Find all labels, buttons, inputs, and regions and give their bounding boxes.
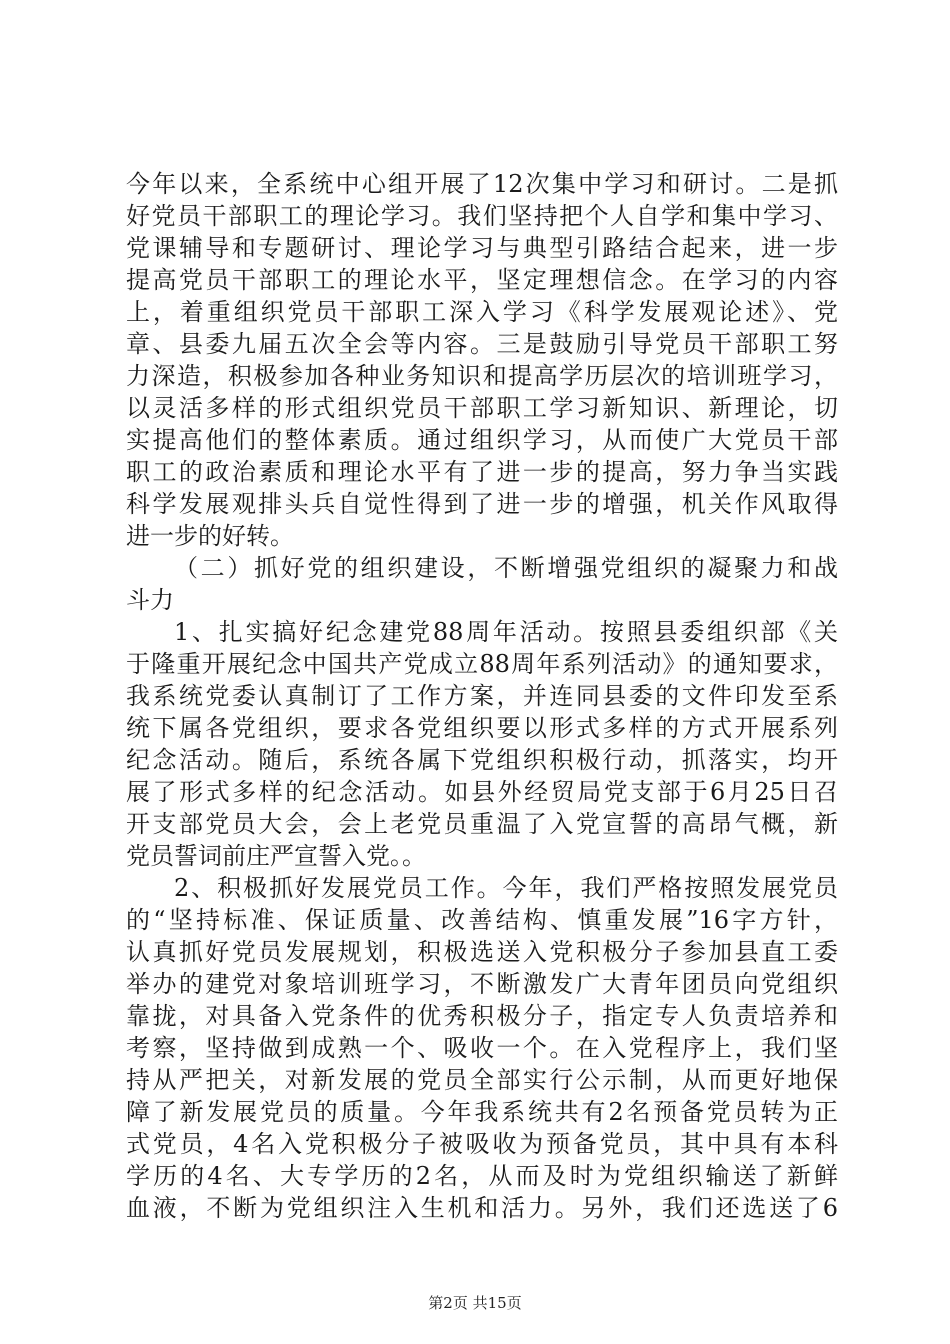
text-line: 的“坚持标准、保证质量、改善结构、慎重发展”16字方针， [126, 906, 838, 934]
text-line: 血液，不断为党组织注入生机和活力。另外，我们还选送了6 [126, 1194, 838, 1222]
text-line: 2、积极抓好发展党员工作。今年，我们严格按照发展党员 [174, 874, 838, 902]
text-line: 认真抓好党员发展规划，积极选送入党积极分子参加县直工委 [126, 938, 838, 966]
text-line: 统下属各党组织，要求各党组织要以形式多样的方式开展系列 [126, 714, 838, 742]
text-line: 考察，坚持做到成熟一个、吸收一个。在入党程序上，我们坚 [126, 1034, 838, 1062]
text-line: 举办的建党对象培训班学习，不断激发广大青年团员向党组织 [126, 970, 838, 998]
text-line: 好党员干部职工的理论学习。我们坚持把个人自学和集中学习、 [126, 202, 838, 230]
text-line: 开支部党员大会，会上老党员重温了入党宣誓的高昂气概，新 [126, 810, 838, 838]
text-line: 提高党员干部职工的理论水平，坚定理想信念。在学习的内容 [126, 266, 838, 294]
text-line: 今年以来，全系统中心组开展了12次集中学习和研讨。二是抓 [126, 170, 838, 198]
text-line: 进一步的好转。 [126, 522, 294, 550]
text-line: 党课辅导和专题研讨、理论学习与典型引路结合起来，进一步 [126, 234, 838, 262]
text-line: 职工的政治素质和理论水平有了进一步的提高，努力争当实践 [126, 458, 838, 486]
text-line: （二）抓好党的组织建设，不断增强党组织的凝聚力和战 [174, 554, 838, 582]
text-line: 我系统党委认真制订了工作方案，并连同县委的文件印发至系 [126, 682, 838, 710]
text-line: 斗力 [126, 586, 174, 614]
text-line: 障了新发展党员的质量。今年我系统共有2名预备党员转为正 [126, 1098, 838, 1126]
text-line: 学历的4名、大专学历的2名，从而及时为党组织输送了新鲜 [126, 1162, 838, 1190]
text-line: 持从严把关，对新发展的党员全部实行公示制，从而更好地保 [126, 1066, 838, 1094]
text-line: 式党员，4名入党积极分子被吸收为预备党员，其中具有本科 [126, 1130, 838, 1158]
text-line: 章、县委九届五次全会等内容。三是鼓励引导党员干部职工努 [126, 330, 838, 358]
text-line: 以灵活多样的形式组织党员干部职工学习新知识、新理论，切 [126, 394, 838, 422]
text-line: 展了形式多样的纪念活动。如县外经贸局党支部于6月25日召 [126, 778, 838, 806]
text-line: 力深造，积极参加各种业务知识和提高学历层次的培训班学习， [126, 362, 838, 390]
document-body [126, 168, 838, 1224]
text-line: 上，着重组织党员干部职工深入学习《科学发展观论述》、党 [126, 298, 838, 326]
text-line: 1、扎实搞好纪念建党88周年活动。按照县委组织部《关 [174, 618, 838, 646]
text-line: 党员誓词前庄严宣誓入党。。 [126, 842, 426, 870]
page-footer: 第2页 共15页 [428, 1294, 522, 1312]
text-line: 实提高他们的整体素质。通过组织学习，从而使广大党员干部 [126, 426, 838, 454]
text-line: 靠拢，对具备入党条件的优秀积极分子，指定专人负责培养和 [126, 1002, 838, 1030]
text-line: 科学发展观排头兵自觉性得到了进一步的增强，机关作风取得 [126, 490, 838, 518]
text-line: 纪念活动。随后，系统各属下党组织积极行动，抓落实，均开 [126, 746, 838, 774]
text-line: 于隆重开展纪念中国共产党成立88周年系列活动》的通知要求， [126, 650, 838, 678]
